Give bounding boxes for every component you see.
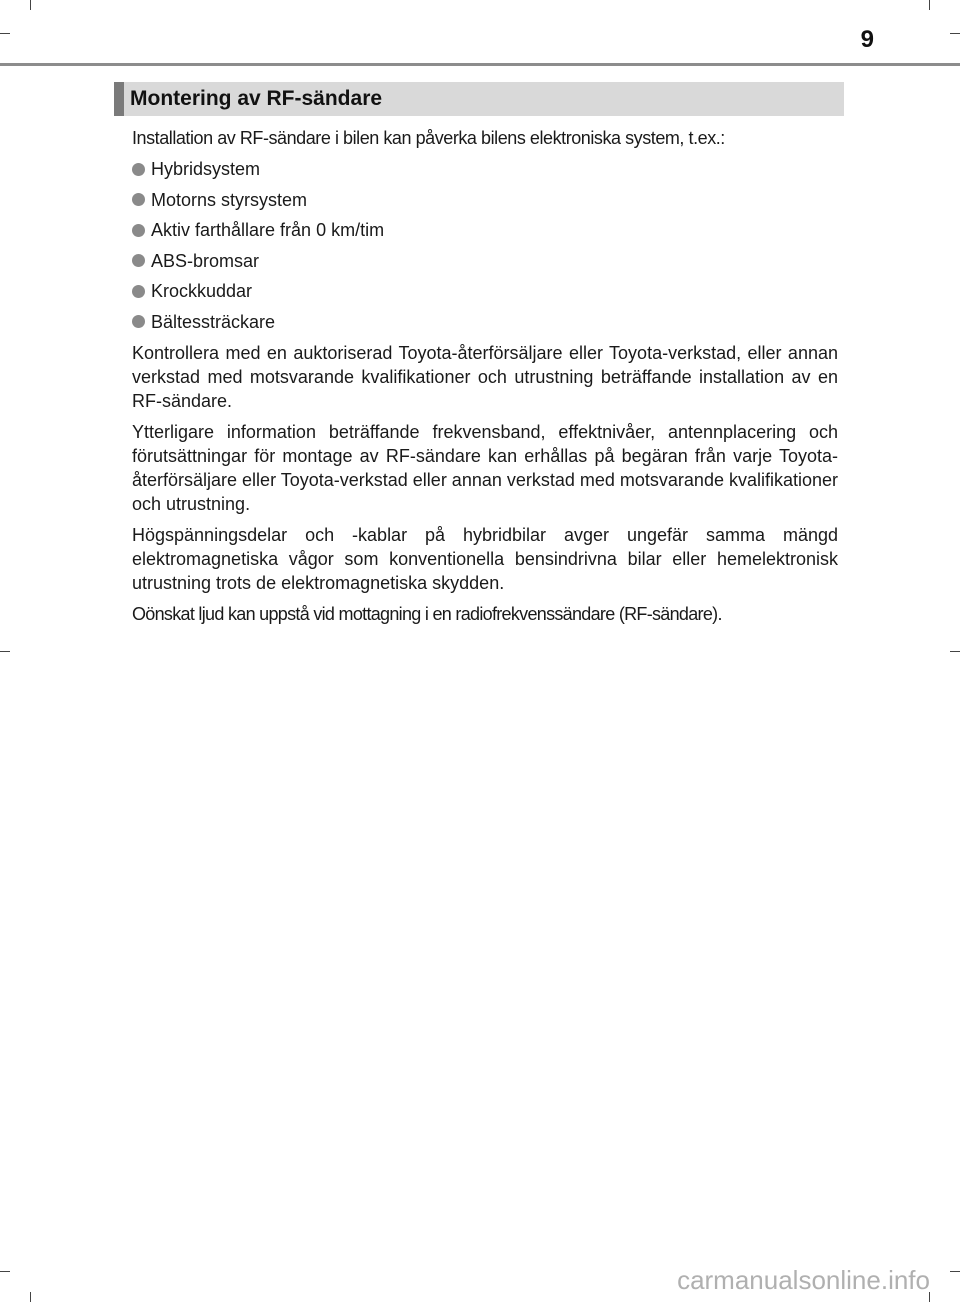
bullet-icon xyxy=(132,163,145,176)
list-item-text: Hybridsystem xyxy=(151,159,261,179)
body-paragraph: Högspänningsdelar och -kablar på hybridbilar avger ungefär samma mängd elektromagnetiska vågor som konventionella bensindrivna bilar eller hemelektronisk utrustning trots de elektromagnetiska skydden. xyxy=(132,524,838,593)
crop-mark xyxy=(30,1292,31,1302)
bullet-icon xyxy=(132,193,145,206)
list-item xyxy=(132,279,838,303)
bullet-icon xyxy=(132,285,145,298)
list-item-text: Aktiv farthållare från 0 km/tim xyxy=(151,220,385,241)
header-rule xyxy=(0,63,960,66)
watermark: carmanualsonline.info xyxy=(677,1265,930,1295)
crop-mark xyxy=(0,651,10,652)
list-item xyxy=(132,249,838,273)
list-item-text: Motorns styrsystem xyxy=(151,189,308,210)
body-paragraph: Kontrollera med en auktoriserad Toyota-återförsäljare eller Toyota-verkstad, eller annan verkstad med motsvarande kvalifikationer och utrustning beträffande installation av en RF-sändare. xyxy=(132,342,838,411)
body-paragraph: Ytterligare information beträffande frekvensband, effektnivåer, antennplacering och förutsättningar för montage av RF-sändare kan erhållas på begäran från varje Toyota-återförsäljare eller Toyota-verkstad eller annan verkstad med motsvarande kvalifikationer och utrustning. xyxy=(132,421,839,514)
crop-mark xyxy=(929,0,930,10)
section-heading-text: Montering av RF-sändare xyxy=(130,87,383,110)
list-item xyxy=(132,157,838,181)
page-number: 9 xyxy=(860,26,874,53)
crop-mark xyxy=(950,1271,960,1272)
crop-mark xyxy=(950,651,960,652)
section-heading xyxy=(114,82,844,116)
crop-mark xyxy=(0,33,10,34)
list-item-text: Bältessträckare xyxy=(151,311,276,332)
crop-mark xyxy=(30,0,31,10)
crop-mark xyxy=(0,1271,10,1272)
list-item xyxy=(132,310,838,334)
bullet-icon xyxy=(132,315,145,328)
list-item xyxy=(132,188,838,212)
list-item-text: Krockkuddar xyxy=(151,281,253,302)
intro-paragraph: Installation av RF-sändare i bilen kan påverka bilens elektroniska system, t.ex.: xyxy=(132,128,725,148)
list-item-text: ABS-bromsar xyxy=(151,250,260,271)
crop-mark xyxy=(950,33,960,34)
bullet-icon xyxy=(132,224,145,237)
list-item xyxy=(132,218,838,242)
bullet-icon xyxy=(132,254,145,267)
system-list xyxy=(132,157,838,334)
main-content xyxy=(132,126,838,633)
body-paragraph: Oönskat ljud kan uppstå vid mottagning i en radiofrekvenssändare (RF-sändare). xyxy=(132,603,722,624)
